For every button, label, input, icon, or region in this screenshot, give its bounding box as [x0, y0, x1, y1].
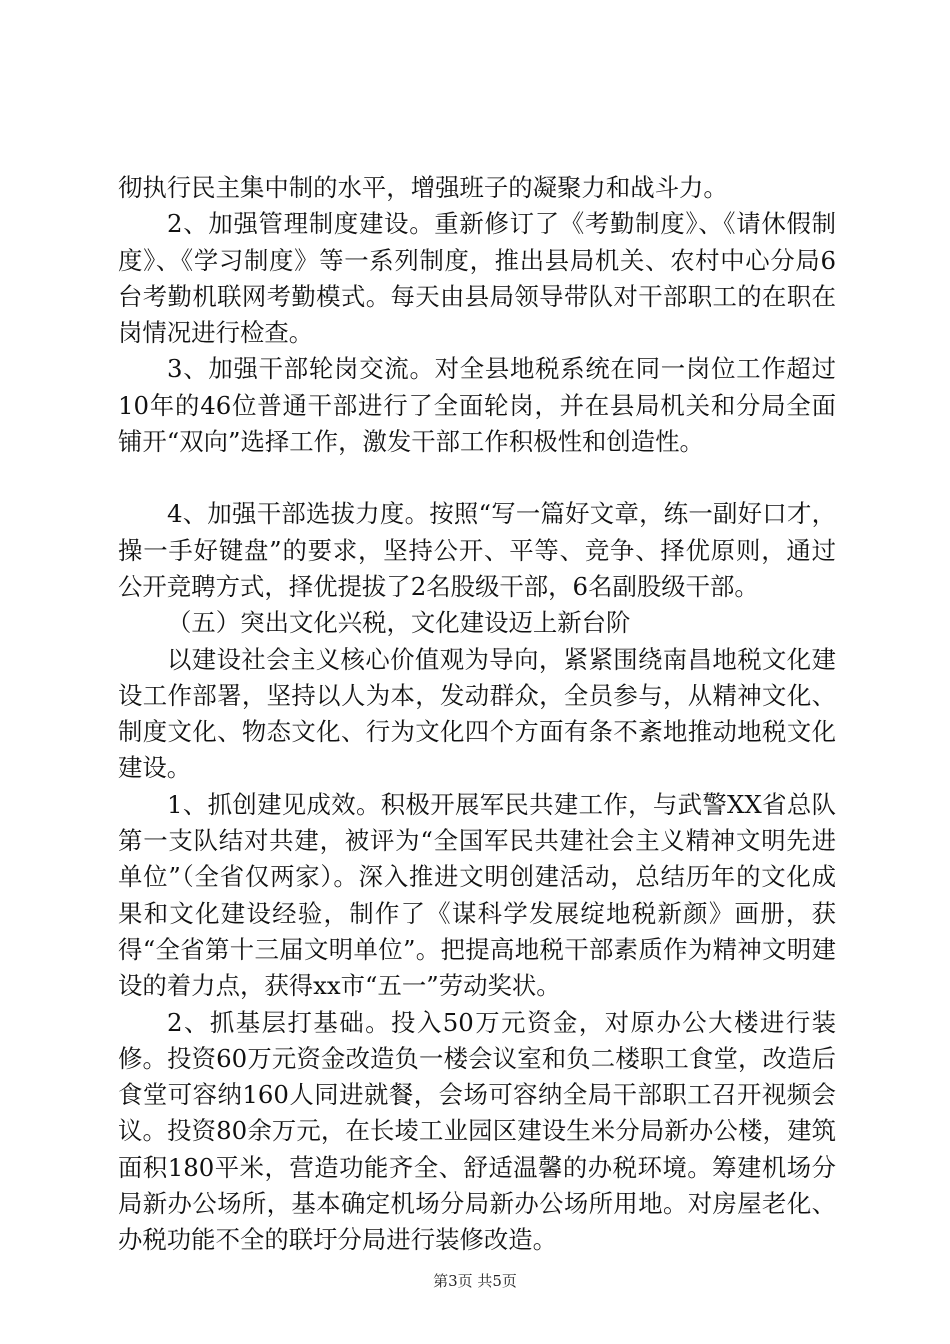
document-body — [118, 170, 836, 1259]
paragraph-management-system: 2、加强管理制度建设。重新修订了《考勤制度》、《请休假制度》、《学习制度》等一系列制度，推出县局机关、农村中心分局6台考勤机联网考勤模式。每天由县局领导带队对干部职工的在职在岗情况进行检查。 — [118, 209, 836, 348]
paragraph-continuation: 彻执行民主集中制的水平，增强班子的凝聚力和战斗力。 — [118, 173, 728, 202]
paragraph-rotation: 3、加强干部轮岗交流。对全县地税系统在同一岗位工作超过10年的46位普通干部进行了全面轮岗，并在县局机关和分局全面铺开“双向”选择工作，激发干部工作积极性和创造性。 — [118, 354, 836, 457]
page-number-footer: 第3页 共5页 — [433, 1272, 517, 1290]
section-heading-culture: （五）突出文化兴税，文化建设迈上新台阶 — [167, 608, 631, 638]
paragraph-culture-intro: 以建设社会主义核心价值观为导向，紧紧围绕南昌地税文化建设工作部署，坚持以人为本，发动群众，全员参与，从精神文化、制度文化、物态文化、行为文化四个方面有条不紊地推动地税文化建设。 — [118, 644, 836, 783]
paragraph-grassroots: 2、抓基层打基础。投入50万元资金，对原办公大楼进行装修。投资60万元资金改造负一楼会议室和负二楼职工食堂，改造后食堂可容纳160人同进就餐，会场可容纳全局干部职工召开视频会议。投资80余万元，在长堎工业园区建设生米分局新办公楼，建筑面积180平米，营造功能齐全、舒适温馨的办税环境。筹建机场分局新办公场所，基本确定机场分局新办公场所用地。对房屋老化、办税功能不全的联圩分局进行装修改造。 — [118, 1007, 836, 1255]
paragraph-gap — [118, 460, 836, 496]
paragraph-creation: 1、抓创建见成效。积极开展军民共建工作，与武警XX省总队第一支队结对共建，被评为“全国军民共建社会主义精神文明先进单位”（全省仅两家）。深入推进文明创建活动，总结历年的文化成果和文化建设经验，制作了《谋科学发展绽地税新颜》画册，获得“全省第十三届文明单位”。把提高地税干部素质作为精神文明建设的着力点，获得xx市“五一”劳动奖状。 — [118, 789, 836, 1001]
paragraph-selection: 4、加强干部选拔力度。按照“写一篇好文章，练一副好口才，操一手好键盘”的要求，坚持公开、平等、竞争、择优原则，通过公开竞聘方式，择优提拔了2名股级干部，6名副股级干部。 — [118, 499, 836, 601]
